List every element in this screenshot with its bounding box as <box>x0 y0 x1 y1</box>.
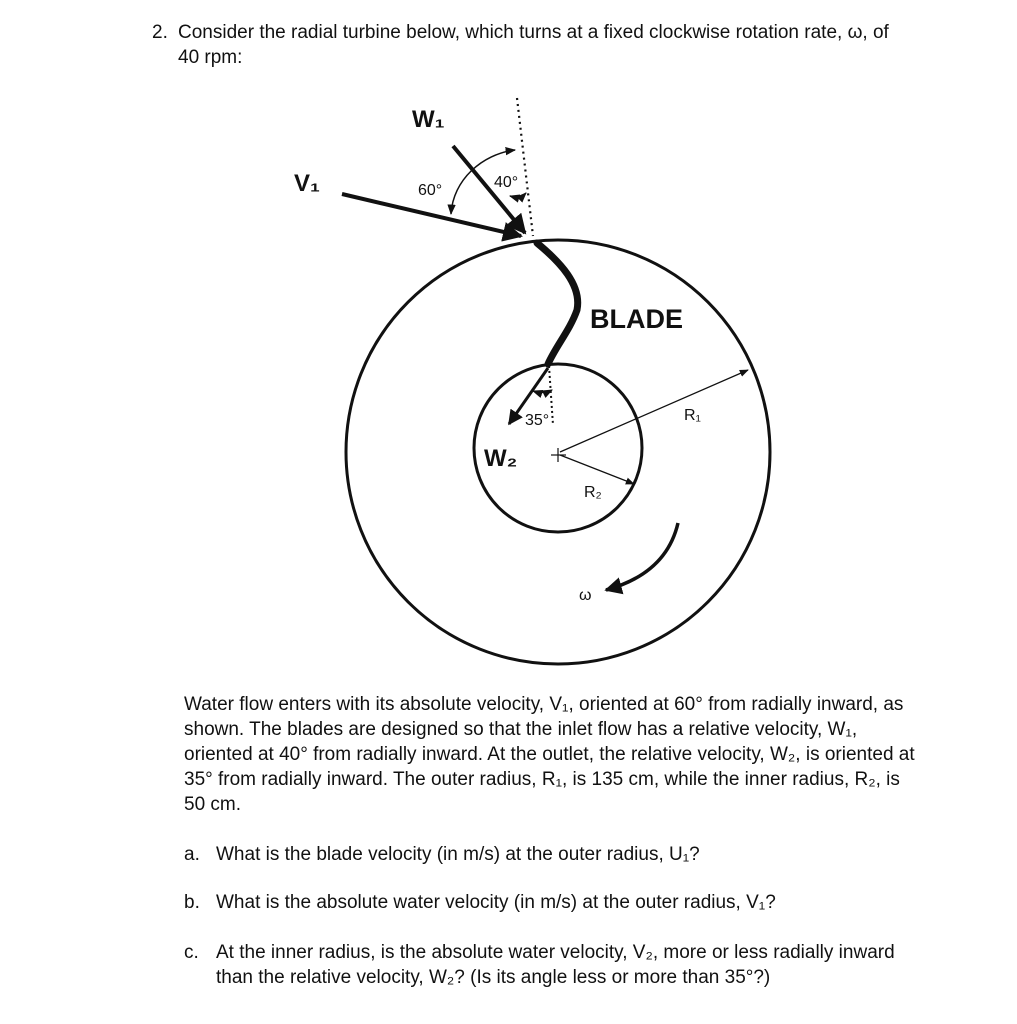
label-omega: ω <box>579 587 592 604</box>
label-w1: W₁ <box>412 106 445 133</box>
label-r2: R₂ <box>584 484 602 501</box>
problem-description <box>184 692 924 817</box>
subquestion-text: At the inner radius, is the absolute water velocity, V₂, more or less radially inward than the relative velocity, W₂? (Is its angle less or more than 35°?) <box>216 942 895 988</box>
v1-arrow <box>342 194 521 236</box>
description-text: Water flow enters with its absolute velocity, V₁, oriented at 60° from radially inward, as shown. The blades are designed so that the inlet flow has a relative velocity, W₁, oriented at 40° from radially inward. At the outlet, the relative velocity, W₂, is oriented at 35° from radially inward. The outer radius, R₁, is 135 cm, while the inner radius, R₂, is 50 cm. <box>184 694 915 815</box>
r2-radius-arrow <box>560 455 634 484</box>
subquestion-letter: a. <box>184 844 200 865</box>
subquestion-b <box>184 890 924 915</box>
label-r1: R₁ <box>684 407 701 424</box>
blade-curve <box>537 243 578 364</box>
angle-40-arc <box>510 193 526 197</box>
question-number: 2. <box>152 22 168 43</box>
subquestion-letter: c. <box>184 942 199 963</box>
rotation-arrow <box>606 523 678 590</box>
subquestion-letter: b. <box>184 892 200 913</box>
outlet-radial-dotted-line <box>549 366 553 425</box>
label-angle-35: 35° <box>525 412 550 429</box>
label-w2: W₂ <box>484 445 518 472</box>
subquestion-c <box>184 940 924 990</box>
angle-35-arc <box>533 390 552 392</box>
subquestion-text: What is the blade velocity (in m/s) at the outer radius, U₁? <box>216 844 700 865</box>
r1-radius-arrow <box>560 370 748 452</box>
subquestion-a <box>184 842 924 867</box>
question-intro: Consider the radial turbine below, which turns at a fixed clockwise rotation rate, ω, of 40 rpm: <box>178 22 889 68</box>
inlet-radial-dotted-line <box>517 98 533 236</box>
subquestion-text: What is the absolute water velocity (in m/s) at the outer radius, V₁? <box>216 892 776 913</box>
label-angle-60: 60° <box>418 182 443 199</box>
label-angle-40: 40° <box>494 174 519 191</box>
label-v1: V₁ <box>294 170 320 197</box>
label-blade: BLADE <box>590 304 683 334</box>
